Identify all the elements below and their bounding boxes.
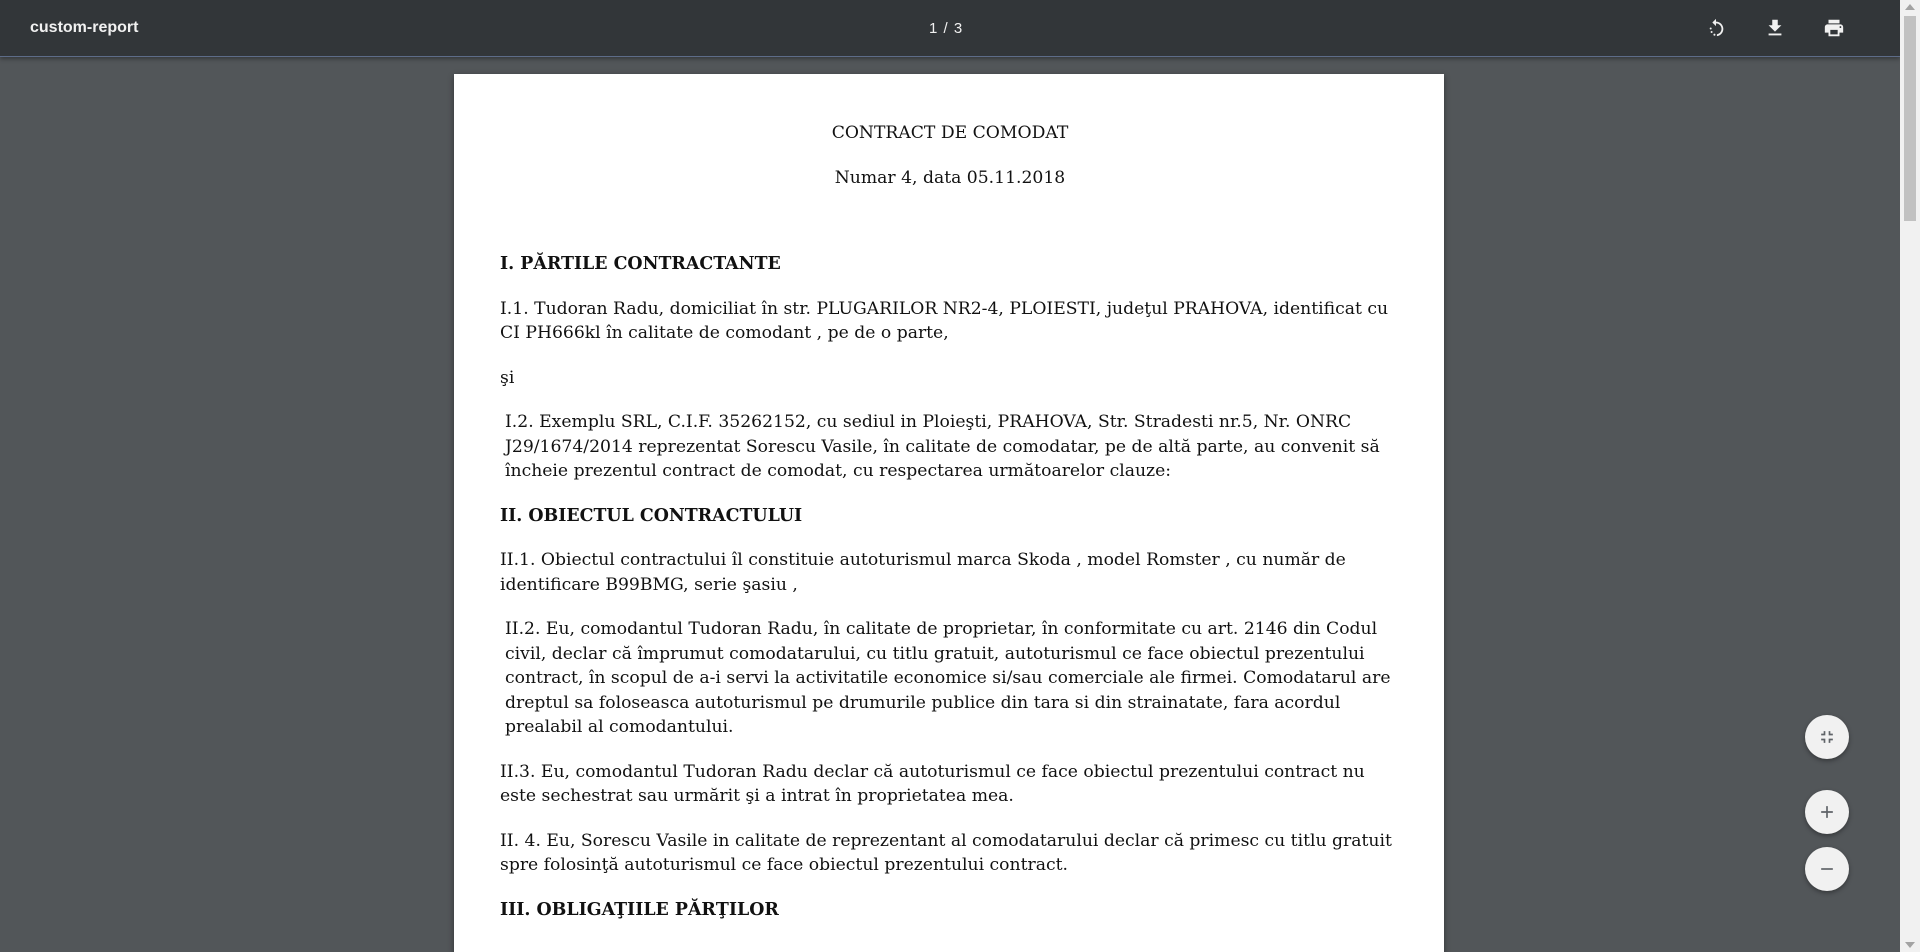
pdf-toolbar (0, 0, 1900, 56)
clause-2-2: II.2. Eu, comodantul Tudoran Radu, în calitate de proprietar, în conformitate cu art. 2146 din Codul civil, declar că împrumut comodatarului, cu titlu gratuit, autoturismul ce face obiectul prezentului contract, în scopul de a-i servi la activitatile economice si/sau comerciale ale firmei. Comodatarul are dreptul sa foloseasca autoturismul pe drumurile publice din tara si din strainatate, fara acordul prealabil al comodantului. (505, 619, 1391, 737)
document-title: custom-report (30, 19, 139, 36)
print-icon (1823, 17, 1845, 39)
page-indicator: 1 / 3 (929, 20, 964, 37)
clause-2-1: II.1. Obiectul contractului îl constituie autoturismul marca Skoda , model Romster , cu număr de identificare B99BMG, serie şasiu , (500, 550, 1346, 595)
section-heading-obligations: III. OBLIGAŢIILE PĂRŢILOR (500, 899, 779, 920)
scroll-up-arrow-icon[interactable] (1905, 4, 1915, 10)
page-content (500, 121, 1400, 922)
vertical-scrollbar[interactable] (1900, 0, 1920, 952)
download-button[interactable] (1759, 12, 1791, 44)
zoom-in-icon (1817, 802, 1837, 822)
scroll-down-arrow-icon[interactable] (1905, 942, 1915, 948)
clause-2-4: II. 4. Eu, Sorescu Vasile in calitate de reprezentant al comodatarului declar că primesc cu titlu gratuit spre folosinţă autoturismul ce face obiectul prezentului contract. (500, 830, 1392, 875)
section-heading-parties: I. PĂRTILE CONTRACTANTE (500, 254, 781, 274)
section-heading-object: II. OBIECTUL CONTRACTULUI (500, 505, 803, 526)
rotate-button[interactable] (1700, 12, 1732, 44)
clause-2-3: II.3. Eu, comodantul Tudoran Radu declar că autoturismul ce face obiectul prezentului contract nu este sechestrat sau urmărit şi a intrat în proprietatea mea. (500, 761, 1365, 806)
zoom-out-button[interactable] (1805, 847, 1849, 891)
rotate-icon (1705, 17, 1727, 39)
clause-1-2: I.2. Exemplu SRL, C.I.F. 35262152, cu sediul in Ploieşti, PRAHOVA, Str. Stradesti nr.5, Nr. ONRC J29/1674/2014 reprezentat Sorescu Vasile, în calitate de comodatar, pe de altă parte, au convenit să încheie prezentul contract de comodat, cu respectarea următoarelor clauze: (505, 412, 1380, 481)
contract-number-date: Numar 4, data 05.11.2018 (834, 167, 1066, 188)
pdf-viewer[interactable] (0, 56, 1900, 952)
clause-1-1: I.1. Tudoran Radu, domiciliat în str. PLUGARILOR NR2-4, PLOIESTI, judeţul PRAHOVA, identificat cu CI PH666kl în calitate de comodant , pe de o parte, (500, 298, 1389, 343)
fit-to-page-icon (1817, 727, 1837, 747)
scrollbar-thumb[interactable] (1904, 16, 1916, 221)
contract-title: CONTRACT DE COMODAT (831, 123, 1069, 143)
pdf-page (454, 74, 1444, 952)
zoom-in-button[interactable] (1805, 790, 1849, 834)
clause-si: şi (500, 367, 515, 388)
fit-to-page-button[interactable] (1805, 715, 1849, 759)
zoom-out-icon (1817, 859, 1837, 879)
print-button[interactable] (1818, 12, 1850, 44)
download-icon (1764, 17, 1786, 39)
